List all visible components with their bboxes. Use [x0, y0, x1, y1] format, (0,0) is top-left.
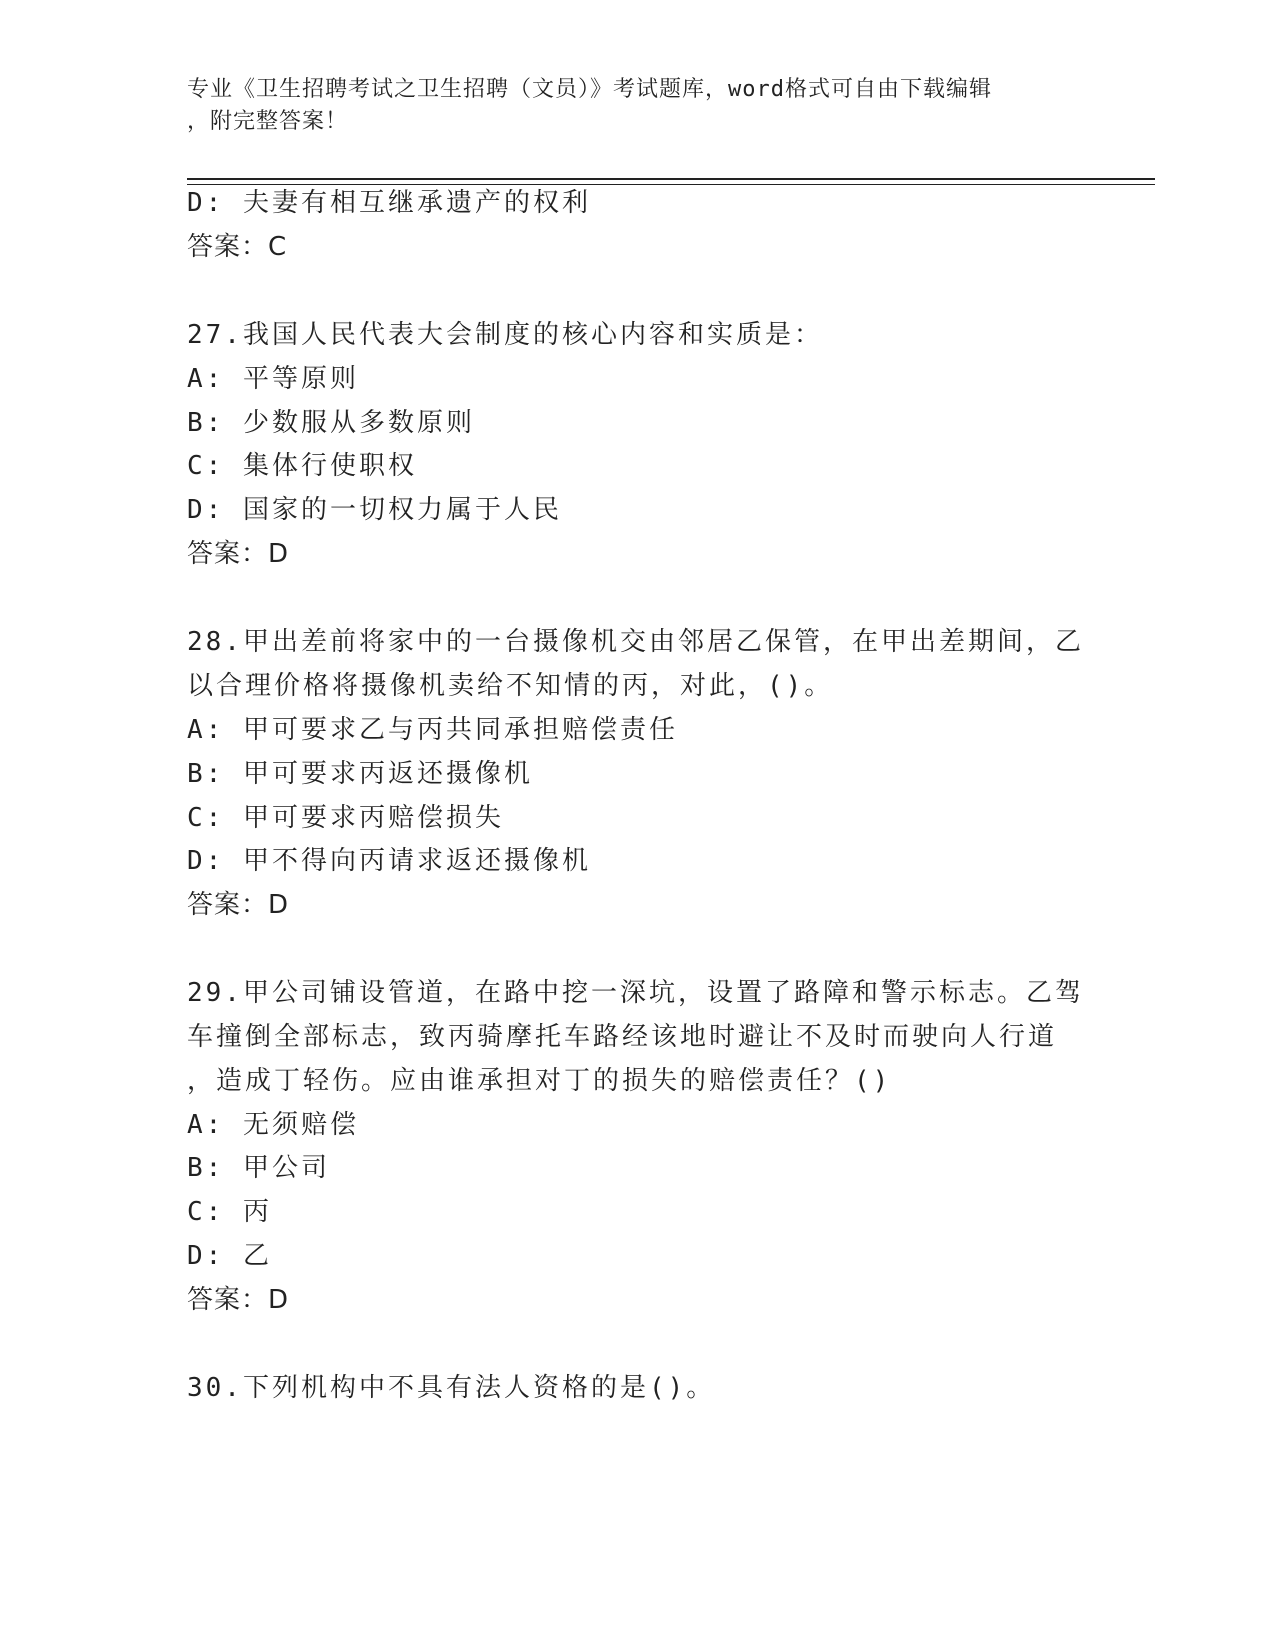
- question-27-option-a: A: 平等原则: [187, 364, 359, 394]
- question-29-option-d: D: 乙: [187, 1241, 272, 1271]
- question-28-option-c: C: 甲可要求丙赔偿损失: [187, 803, 504, 833]
- question-27-option-d: D: 国家的一切权力属于人民: [187, 495, 562, 525]
- question-27-stem: 27.我国人民代表大会制度的核心内容和实质是：: [187, 320, 823, 350]
- answer-line: 答案：C: [187, 232, 288, 262]
- question-29-option-a: A: 无须赔偿: [187, 1110, 359, 1140]
- header-divider-thick: [187, 178, 1155, 180]
- header-line-1: 专业《卫生招聘考试之卫生招聘（文员）》考试题库，word格式可自由下载编辑: [187, 77, 992, 102]
- question-27-option-b: B: 少数服从多数原则: [187, 408, 475, 438]
- question-29-option-c: C: 丙: [187, 1197, 272, 1227]
- option-d: D: 夫妻有相互继承遗产的权利: [187, 188, 591, 218]
- document-header: [187, 74, 1067, 138]
- question-28-stem-line-2: 以合理价格将摄像机卖给不知情的丙，对此，()。: [187, 671, 834, 701]
- question-29-stem-line-3: ，造成丁轻伤。应由谁承担对丁的损失的赔偿责任？(): [187, 1066, 892, 1096]
- question-29-stem-line-1: 29.甲公司铺设管道，在路中挖一深坑，设置了路障和警示标志。乙驾: [187, 978, 1084, 1008]
- question-29-option-b: B: 甲公司: [187, 1153, 330, 1183]
- question-30-stem: 30.下列机构中不具有法人资格的是()。: [187, 1373, 716, 1403]
- question-27-answer: 答案：D: [187, 539, 290, 569]
- question-28-answer: 答案：D: [187, 890, 290, 920]
- header-line-2: ，附完整答案！: [187, 109, 349, 134]
- question-28-option-d: D: 甲不得向丙请求返还摄像机: [187, 846, 591, 876]
- question-28-stem-line-1: 28.甲出差前将家中的一台摄像机交由邻居乙保管，在甲出差期间，乙: [187, 627, 1084, 657]
- question-29-stem-line-2: 车撞倒全部标志，致丙骑摩托车路经该地时避让不及时而驶向人行道: [187, 1022, 1058, 1052]
- question-28-option-b: B: 甲可要求丙返还摄像机: [187, 759, 533, 789]
- question-29-answer: 答案：D: [187, 1285, 290, 1315]
- question-27-option-c: C: 集体行使职权: [187, 451, 417, 481]
- question-28-option-a: A: 甲可要求乙与丙共同承担赔偿责任: [187, 715, 678, 745]
